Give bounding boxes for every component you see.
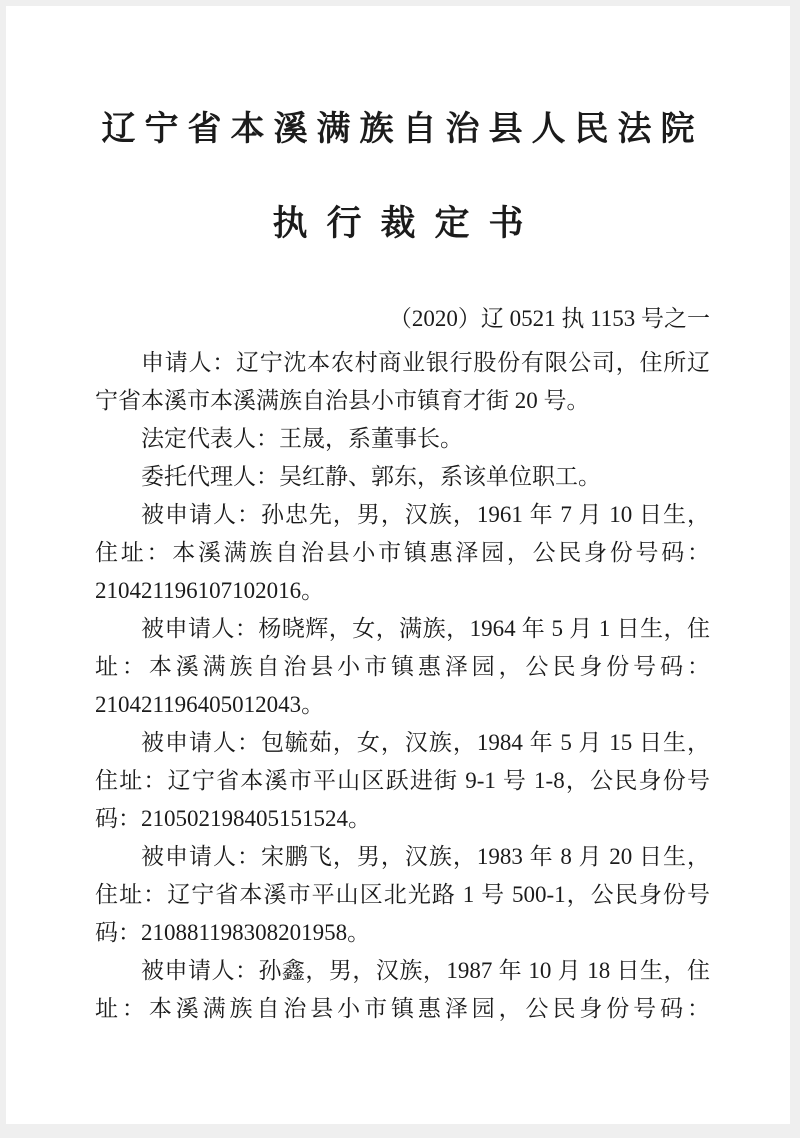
- document-body: [95, 344, 710, 1028]
- paragraph-respondent-2: 被申请人：杨晓辉，女，满族，1964 年 5 月 1 日生，住址：本溪满族自治县小市镇惠泽园，公民身份号码：210421196405012043。: [95, 616, 710, 717]
- content-column: [95, 300, 710, 1028]
- paragraph-applicant: 申请人：辽宁沈本农村商业银行股份有限公司，住所辽宁省本溪市本溪满族自治县小市镇育才街 20 号。: [95, 350, 710, 413]
- paragraph-respondent-1: 被申请人：孙忠先，男，汉族，1961 年 7 月 10 日生，住址：本溪满族自治县小市镇惠泽园，公民身份号码：210421196107102016。: [95, 502, 710, 603]
- paragraph-respondent-3: 被申请人：包毓茹，女，汉族，1984 年 5 月 15 日生，住址：辽宁省本溪市平山区跃进街 9-1 号 1-8，公民身份号码：210502198405151524。: [95, 730, 710, 831]
- paragraph-respondent-4: 被申请人：宋鹏飞，男，汉族，1983 年 8 月 20 日生，住址：辽宁省本溪市平山区北光路 1 号 500-1，公民身份号码：210881198308201958。: [95, 844, 710, 945]
- document-page: [6, 6, 790, 1124]
- paragraph-entrusted-agents: 委托代理人：吴红静、郭东，系该单位职工。: [141, 464, 601, 489]
- court-name-heading: 辽宁省本溪满族自治县人民法院: [101, 111, 704, 148]
- paragraph-legal-representative: 法定代表人：王晟，系董事长。: [141, 426, 463, 451]
- case-number: （2020）辽 0521 执 1153 号之一: [388, 306, 710, 331]
- document-title: 执行裁定书: [272, 204, 543, 243]
- paragraph-respondent-5: 被申请人：孙鑫，男，汉族，1987 年 10 月 18 日生，住址：本溪满族自治县小市镇惠泽园，公民身份号码：: [95, 958, 710, 1021]
